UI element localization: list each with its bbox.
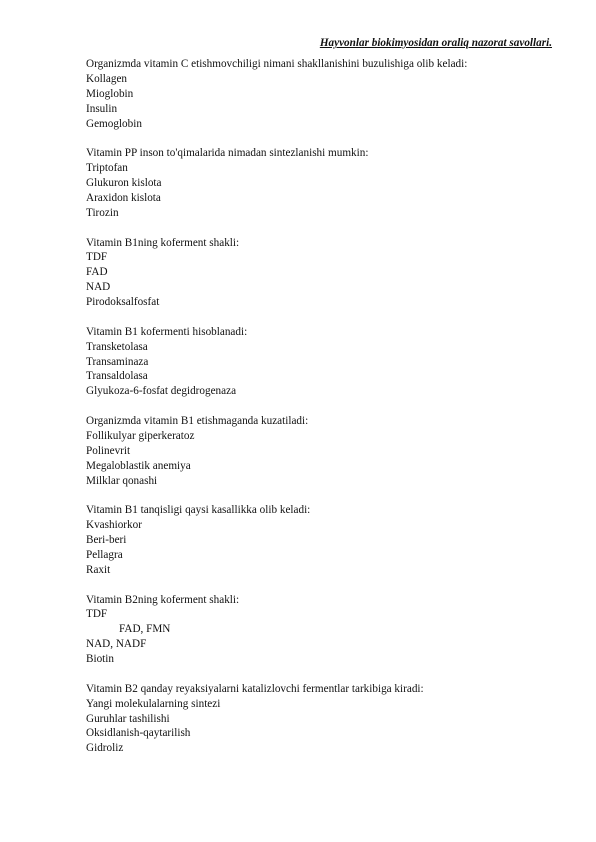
answer-option: Kvashiorkor — [86, 519, 142, 532]
question-text: Vitamin B2 qanday reyaksiyalarni katalizlovchi fermentlar tarkibiga kiradi: — [86, 682, 424, 695]
answer-option: Araxidon kislota — [86, 191, 161, 204]
page-header: Hayvonlar biokimyosidan oraliq nazorat savollari. — [319, 37, 552, 49]
answer-option: FAD — [86, 266, 108, 279]
answer-option: Oksidlanish-qaytarilish — [86, 727, 191, 740]
answer-option: TDF — [86, 251, 108, 264]
question-8 — [86, 682, 556, 756]
answer-option: Transaminaza — [86, 355, 149, 368]
answer-option: Gemoglobin — [86, 117, 142, 130]
answer-option: NAD — [86, 281, 111, 294]
question-7 — [86, 593, 556, 667]
answer-option: TDF — [86, 608, 108, 621]
answer-option: Milklar qonashi — [86, 474, 158, 487]
question-6 — [86, 503, 556, 577]
answer-option: Yangi molekulalarning sintezi — [86, 697, 221, 710]
answer-option: Kollagen — [86, 72, 128, 85]
answer-option: Biotin — [86, 653, 114, 666]
question-text: Organizmda vitamin B1 etishmaganda kuzatiladi: — [86, 415, 309, 427]
question-text: Organizmda vitamin C etishmovchiligi nimani shakllanishini buzulishiga olib keladi: — [86, 58, 468, 70]
answer-option: Transaldolasa — [86, 370, 148, 383]
answer-option: Mioglobin — [86, 87, 134, 100]
question-text: Vitamin B1 tanqisligi qaysi kasallikka olib keladi: — [86, 504, 311, 517]
question-list — [86, 57, 556, 771]
answer-option: Follikulyar giperkeratoz — [86, 429, 195, 442]
question-5 — [86, 414, 556, 488]
question-text: Vitamin B1 kofermenti hisoblanadi: — [86, 325, 248, 338]
answer-option: Pirodoksalfosfat — [86, 296, 160, 309]
answer-option: Raxit — [86, 563, 111, 576]
question-text: Vitamin PP inson to'qimalarida nimadan sintezlanishi mumkin: — [86, 147, 369, 160]
question-3 — [86, 236, 556, 310]
answer-option: FAD, FMN — [119, 623, 171, 636]
answer-option: Glukuron kislota — [86, 177, 162, 190]
question-text: Vitamin B2ning koferment shakli: — [86, 593, 240, 606]
question-4 — [86, 325, 556, 399]
answer-option: Tirozin — [86, 206, 119, 219]
answer-option: Triptofan — [86, 162, 128, 175]
answer-option: NAD, NADF — [86, 638, 147, 651]
answer-option: Megaloblastik anemiya — [86, 459, 191, 472]
question-1 — [86, 57, 556, 131]
answer-option: Glyukoza-6-fosfat degidrogenaza — [86, 385, 237, 398]
answer-option: Transketolasa — [86, 340, 148, 353]
answer-option: Insulin — [86, 102, 118, 115]
answer-option: Guruhlar tashilishi — [86, 712, 170, 725]
question-2 — [86, 146, 556, 220]
answer-option: Beri-beri — [86, 534, 127, 547]
answer-option: Polinevrit — [86, 444, 131, 457]
answer-option: Gidroliz — [86, 742, 124, 755]
question-text: Vitamin B1ning koferment shakli: — [86, 236, 240, 249]
answer-option: Pellagra — [86, 548, 123, 561]
